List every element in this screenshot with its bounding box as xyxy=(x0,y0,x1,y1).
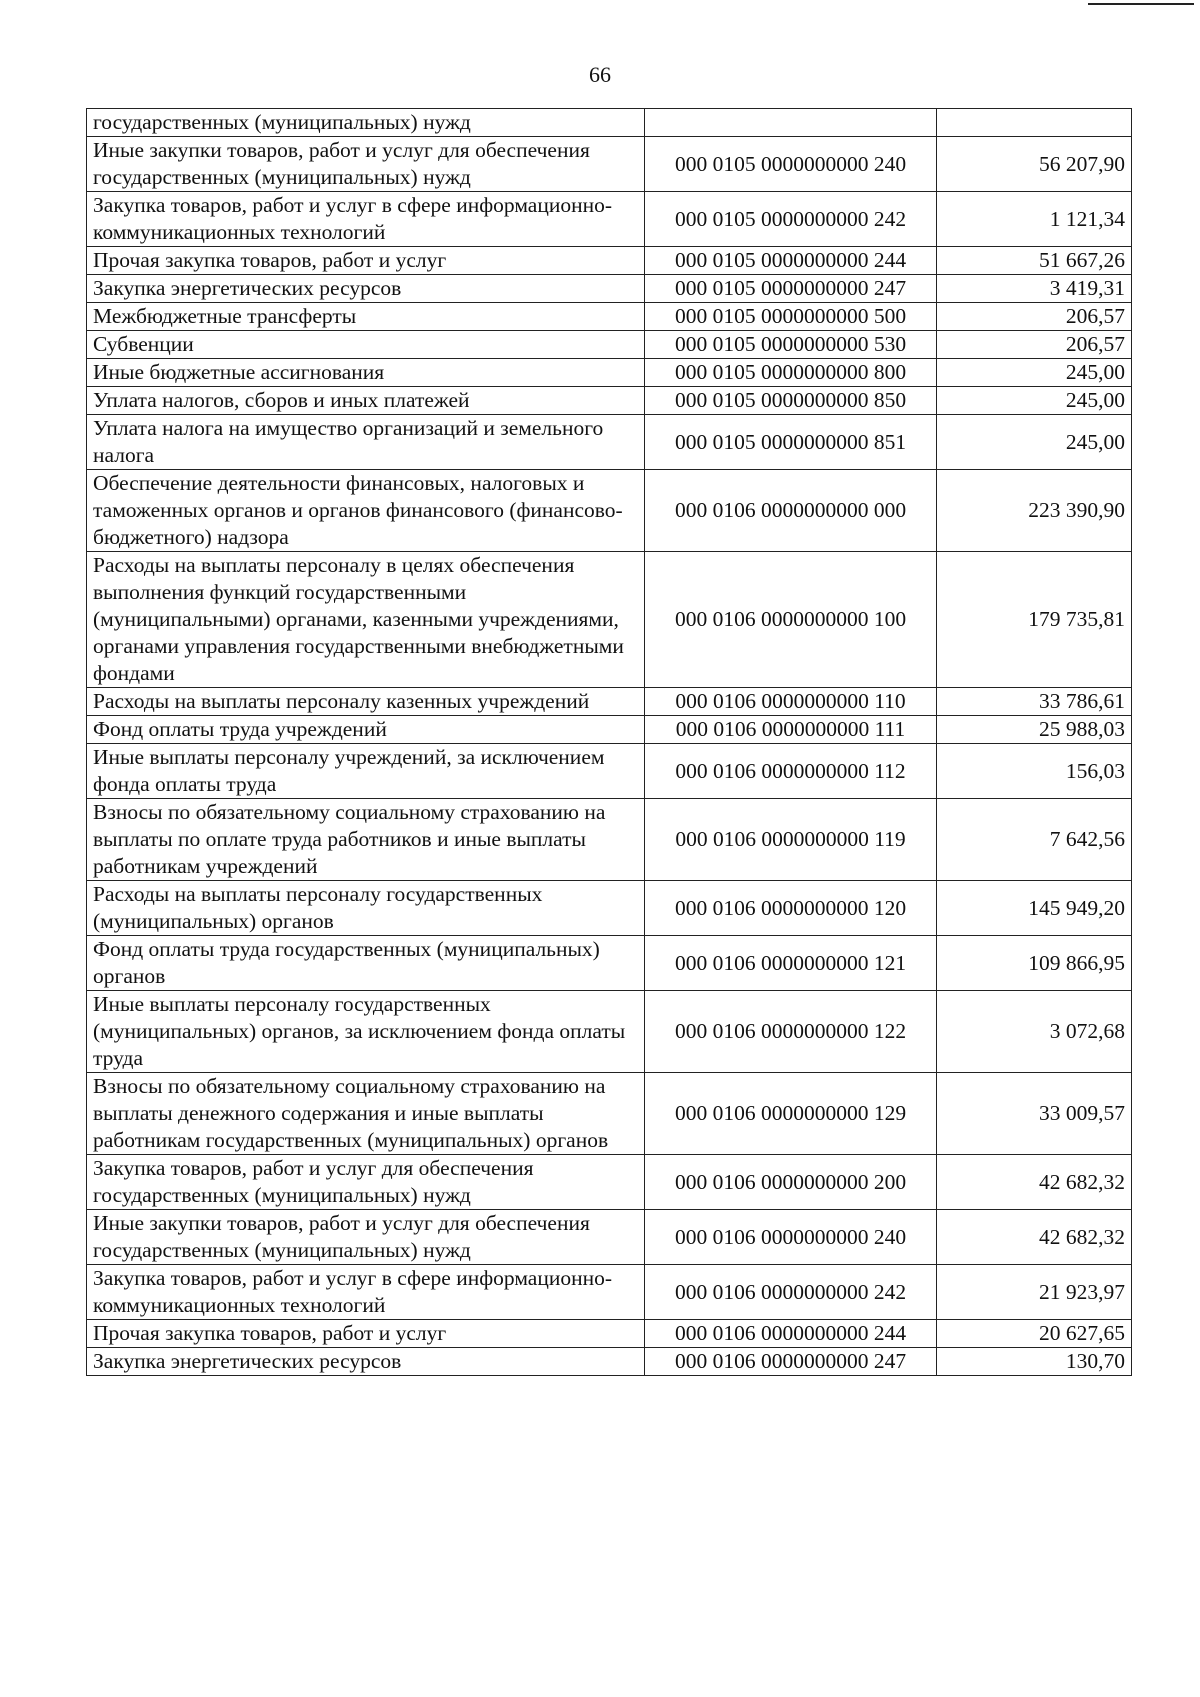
row-code-cell: 000 0105 0000000000 851 xyxy=(645,415,937,470)
row-amount-cell: 206,57 xyxy=(937,331,1132,359)
budget-table-body xyxy=(87,109,1132,1376)
row-amount-cell: 33 009,57 xyxy=(937,1073,1132,1155)
row-amount-cell xyxy=(937,109,1132,137)
table-row xyxy=(87,137,1132,192)
row-name-cell: Расходы на выплаты персоналу казенных учреждений xyxy=(87,688,645,716)
table-row xyxy=(87,991,1132,1073)
row-code-cell: 000 0106 0000000000 119 xyxy=(645,799,937,881)
row-name-cell: Иные закупки товаров, работ и услуг для обеспечения государственных (муниципальных) нужд xyxy=(87,137,645,192)
table-row xyxy=(87,275,1132,303)
row-code-cell: 000 0105 0000000000 247 xyxy=(645,275,937,303)
row-name-cell: Взносы по обязательному социальному страхованию на выплаты по оплате труда работников и иные выплаты работникам учреждений xyxy=(87,799,645,881)
row-amount-cell: 145 949,20 xyxy=(937,881,1132,936)
row-name-cell: Фонд оплаты труда государственных (муниципальных) органов xyxy=(87,936,645,991)
row-code-cell: 000 0106 0000000000 247 xyxy=(645,1348,937,1376)
table-row xyxy=(87,192,1132,247)
row-amount-cell: 42 682,32 xyxy=(937,1155,1132,1210)
table-row xyxy=(87,331,1132,359)
row-amount-cell: 223 390,90 xyxy=(937,470,1132,552)
row-name-cell: Прочая закупка товаров, работ и услуг xyxy=(87,247,645,275)
row-amount-cell: 245,00 xyxy=(937,387,1132,415)
row-name-cell: Взносы по обязательному социальному страхованию на выплаты денежного содержания и иные выплаты работникам государственных (муниципальных) органов xyxy=(87,1073,645,1155)
table-row xyxy=(87,716,1132,744)
row-name-cell: Закупка товаров, работ и услуг в сфере информационно-коммуникационных технологий xyxy=(87,1265,645,1320)
row-amount-cell: 130,70 xyxy=(937,1348,1132,1376)
table-row xyxy=(87,247,1132,275)
row-amount-cell: 179 735,81 xyxy=(937,552,1132,688)
table-row xyxy=(87,799,1132,881)
row-code-cell: 000 0106 0000000000 121 xyxy=(645,936,937,991)
table-row xyxy=(87,1265,1132,1320)
row-amount-cell: 42 682,32 xyxy=(937,1210,1132,1265)
table-row xyxy=(87,688,1132,716)
row-name-cell: Фонд оплаты труда учреждений xyxy=(87,716,645,744)
row-name-cell: Закупка товаров, работ и услуг для обеспечения государственных (муниципальных) нужд xyxy=(87,1155,645,1210)
row-code-cell: 000 0105 0000000000 244 xyxy=(645,247,937,275)
corner-scan-mark xyxy=(1088,3,1194,5)
row-amount-cell: 7 642,56 xyxy=(937,799,1132,881)
row-code-cell: 000 0106 0000000000 242 xyxy=(645,1265,937,1320)
row-amount-cell: 109 866,95 xyxy=(937,936,1132,991)
row-amount-cell: 20 627,65 xyxy=(937,1320,1132,1348)
row-name-cell: Иные закупки товаров, работ и услуг для обеспечения государственных (муниципальных) нужд xyxy=(87,1210,645,1265)
table-row xyxy=(87,303,1132,331)
row-name-cell: Закупка товаров, работ и услуг в сфере информационно-коммуникационных технологий xyxy=(87,192,645,247)
row-code-cell: 000 0106 0000000000 111 xyxy=(645,716,937,744)
row-name-cell: Иные бюджетные ассигнования xyxy=(87,359,645,387)
row-amount-cell: 1 121,34 xyxy=(937,192,1132,247)
row-name-cell: Уплата налога на имущество организаций и земельного налога xyxy=(87,415,645,470)
row-name-cell: Субвенции xyxy=(87,331,645,359)
table-row xyxy=(87,470,1132,552)
row-code-cell: 000 0105 0000000000 530 xyxy=(645,331,937,359)
table-row xyxy=(87,936,1132,991)
table-row xyxy=(87,109,1132,137)
budget-table xyxy=(86,108,1132,1376)
row-code-cell: 000 0106 0000000000 100 xyxy=(645,552,937,688)
row-amount-cell: 56 207,90 xyxy=(937,137,1132,192)
row-code-cell: 000 0106 0000000000 112 xyxy=(645,744,937,799)
row-name-cell: Закупка энергетических ресурсов xyxy=(87,275,645,303)
row-code-cell: 000 0105 0000000000 800 xyxy=(645,359,937,387)
row-code-cell: 000 0106 0000000000 120 xyxy=(645,881,937,936)
table-row xyxy=(87,1073,1132,1155)
table-row xyxy=(87,1348,1132,1376)
row-code-cell: 000 0106 0000000000 110 xyxy=(645,688,937,716)
row-name-cell: Расходы на выплаты персоналу государственных (муниципальных) органов xyxy=(87,881,645,936)
page-number: 66 xyxy=(589,62,611,87)
row-amount-cell: 33 786,61 xyxy=(937,688,1132,716)
row-amount-cell: 3 419,31 xyxy=(937,275,1132,303)
row-amount-cell: 51 667,26 xyxy=(937,247,1132,275)
row-name-cell: государственных (муниципальных) нужд xyxy=(87,109,645,137)
row-code-cell: 000 0105 0000000000 850 xyxy=(645,387,937,415)
table-row xyxy=(87,881,1132,936)
row-name-cell: Закупка энергетических ресурсов xyxy=(87,1348,645,1376)
table-row xyxy=(87,1210,1132,1265)
row-code-cell: 000 0106 0000000000 244 xyxy=(645,1320,937,1348)
row-code-cell: 000 0106 0000000000 122 xyxy=(645,991,937,1073)
table-row xyxy=(87,359,1132,387)
table-row xyxy=(87,1320,1132,1348)
table-row xyxy=(87,1155,1132,1210)
row-name-cell: Иные выплаты персоналу государственных (муниципальных) органов, за исключением фонда оплаты труда xyxy=(87,991,645,1073)
row-amount-cell: 156,03 xyxy=(937,744,1132,799)
row-name-cell: Межбюджетные трансферты xyxy=(87,303,645,331)
row-name-cell: Иные выплаты персоналу учреждений, за исключением фонда оплаты труда xyxy=(87,744,645,799)
row-code-cell: 000 0105 0000000000 500 xyxy=(645,303,937,331)
row-amount-cell: 245,00 xyxy=(937,415,1132,470)
row-code-cell xyxy=(645,109,937,137)
table-row xyxy=(87,552,1132,688)
row-code-cell: 000 0105 0000000000 240 xyxy=(645,137,937,192)
row-name-cell: Обеспечение деятельности финансовых, налоговых и таможенных органов и органов финансового (финансово-бюджетного) надзора xyxy=(87,470,645,552)
row-code-cell: 000 0106 0000000000 240 xyxy=(645,1210,937,1265)
table-row xyxy=(87,415,1132,470)
row-code-cell: 000 0106 0000000000 129 xyxy=(645,1073,937,1155)
row-code-cell: 000 0105 0000000000 242 xyxy=(645,192,937,247)
row-amount-cell: 21 923,97 xyxy=(937,1265,1132,1320)
row-amount-cell: 25 988,03 xyxy=(937,716,1132,744)
row-name-cell: Прочая закупка товаров, работ и услуг xyxy=(87,1320,645,1348)
table-row xyxy=(87,387,1132,415)
row-amount-cell: 245,00 xyxy=(937,359,1132,387)
row-name-cell: Уплата налогов, сборов и иных платежей xyxy=(87,387,645,415)
row-code-cell: 000 0106 0000000000 000 xyxy=(645,470,937,552)
table-row xyxy=(87,744,1132,799)
row-amount-cell: 3 072,68 xyxy=(937,991,1132,1073)
row-name-cell: Расходы на выплаты персоналу в целях обеспечения выполнения функций государственными (муниципальными) органами, казенными учреждениями, органами управления государственными внебюджетными фондами xyxy=(87,552,645,688)
row-code-cell: 000 0106 0000000000 200 xyxy=(645,1155,937,1210)
row-amount-cell: 206,57 xyxy=(937,303,1132,331)
